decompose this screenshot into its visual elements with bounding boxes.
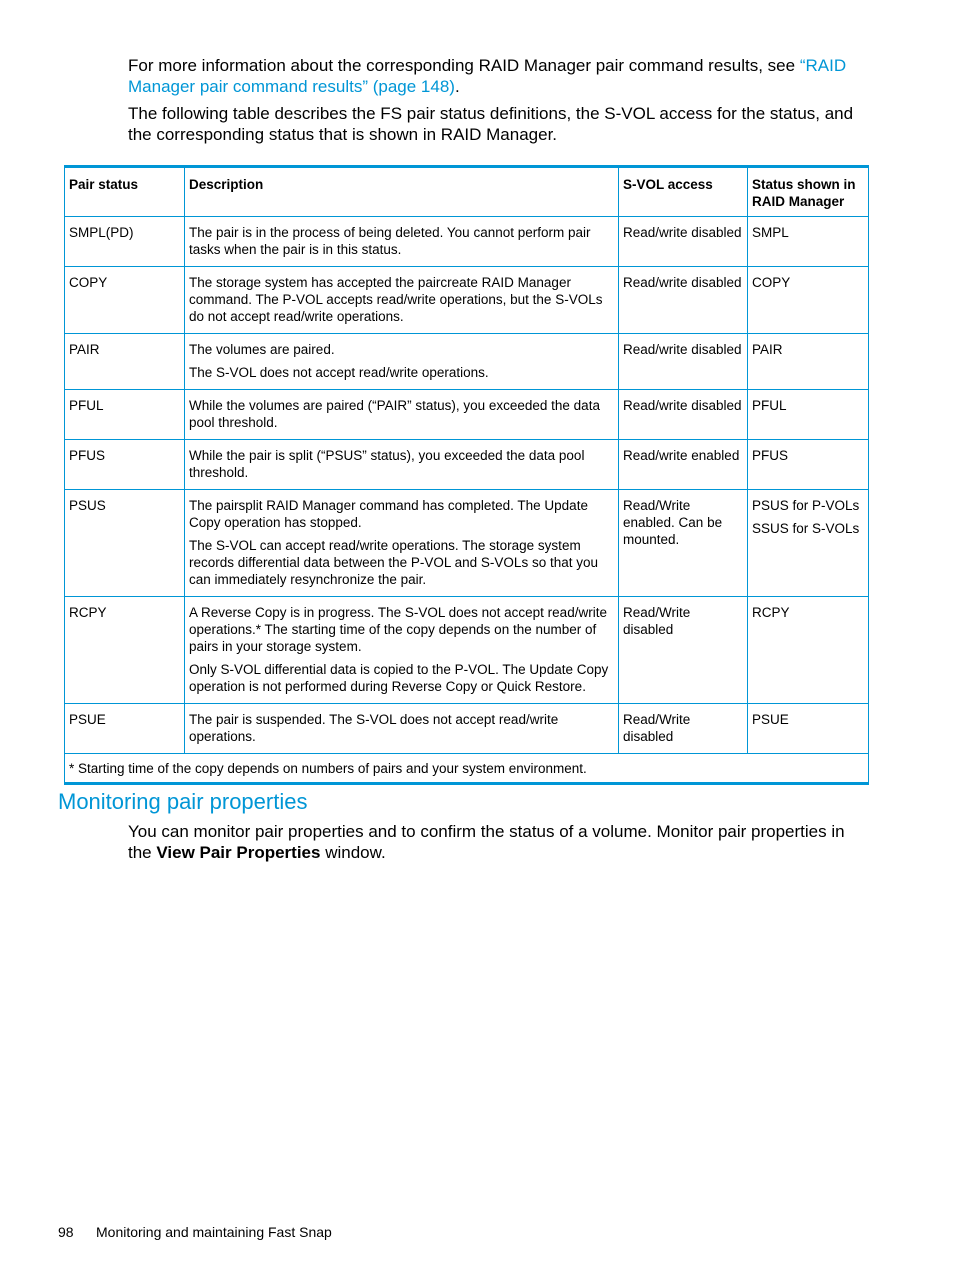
description-paragraph: The storage system has accepted the paircreate RAID Manager command. The P-VOL accepts read/write operations, but the S-VOLs do not accept read/write operations.: [189, 275, 603, 324]
table-row: [65, 390, 869, 440]
page-footer: [58, 1223, 332, 1241]
raid-status-line: SMPL: [752, 225, 789, 240]
header-raid-status: Status shown in RAID Manager: [748, 167, 869, 217]
cell-svol-access: Read/write disabled: [619, 267, 748, 334]
description-paragraph: The pair is in the process of being deleted. You cannot perform pair tasks when the pair is in this status.: [189, 225, 591, 257]
raid-status-line: COPY: [752, 275, 791, 290]
cell-description: [185, 597, 619, 704]
cell-description: [185, 440, 619, 490]
header-svol-access: S-VOL access: [619, 167, 748, 217]
section-body-end: window.: [320, 843, 386, 862]
table-row: [65, 267, 869, 334]
table-row: [65, 440, 869, 490]
raid-manager-results-link[interactable]: “RAID Manager pair command results” (page 148): [128, 56, 847, 96]
table-footnote-row: [65, 754, 869, 784]
cell-description: [185, 267, 619, 334]
description-paragraph: Only S-VOL differential data is copied to the P-VOL. The Update Copy operation is not performed during Reverse Copy or Quick Restore.: [189, 662, 609, 694]
raid-status-line: PAIR: [752, 342, 783, 357]
intro-paragraph: [128, 55, 868, 97]
description-paragraph: While the pair is split (“PSUS” status), you exceeded the data pool threshold.: [189, 448, 585, 480]
cell-svol-access: Read/Write disabled: [619, 704, 748, 754]
cell-pair-status: PSUS: [65, 490, 185, 597]
raid-status-line: PSUS for P-VOLs: [752, 498, 860, 513]
description-paragraph: A Reverse Copy is in progress. The S-VOL does not accept read/write operations.* The starting time of the copy depends on the number of pairs in your storage system.: [189, 605, 607, 654]
cell-pair-status: SMPL(PD): [65, 217, 185, 267]
cell-svol-access: Read/write enabled: [619, 440, 748, 490]
cell-description: [185, 217, 619, 267]
cell-description: [185, 704, 619, 754]
cell-svol-access: Read/write disabled: [619, 334, 748, 390]
cell-raid-status: [748, 267, 869, 334]
cell-raid-status: [748, 334, 869, 390]
raid-status-line: PFUS: [752, 448, 789, 463]
raid-status-line: PSUE: [752, 712, 789, 727]
raid-status-line: PFUL: [752, 398, 787, 413]
view-pair-properties-label: View Pair Properties: [156, 843, 321, 862]
cell-pair-status: PSUE: [65, 704, 185, 754]
raid-status-line: SSUS for S-VOLs: [752, 521, 860, 536]
description-paragraph: The pair is suspended. The S-VOL does not accept read/write operations.: [189, 712, 559, 744]
cell-raid-status: [748, 217, 869, 267]
cell-raid-status: [748, 390, 869, 440]
cell-pair-status: PFUL: [65, 390, 185, 440]
cell-pair-status: PAIR: [65, 334, 185, 390]
cell-svol-access: Read/Write enabled. Can be mounted.: [619, 490, 748, 597]
cell-svol-access: Read/write disabled: [619, 390, 748, 440]
cell-pair-status: COPY: [65, 267, 185, 334]
intro-end: .: [454, 77, 460, 96]
description-paragraph: The S-VOL can accept read/write operations. The storage system records differential data between the P-VOL and S-VOLs so that you can immediately resynchronize the pair.: [189, 538, 598, 587]
cell-description: [185, 490, 619, 597]
footer-chapter: Monitoring and maintaining Fast Snap: [96, 1224, 332, 1240]
cell-raid-status: [748, 704, 869, 754]
cell-raid-status: [748, 490, 869, 597]
cell-svol-access: Read/write disabled: [619, 217, 748, 267]
cell-raid-status: [748, 440, 869, 490]
cell-pair-status: RCPY: [65, 597, 185, 704]
description-paragraph: The volumes are paired.: [189, 342, 335, 357]
table-header-row: [65, 167, 869, 217]
header-description: Description: [185, 167, 619, 217]
table-footnote: * Starting time of the copy depends on numbers of pairs and your system environment.: [65, 754, 869, 784]
table-row: [65, 490, 869, 597]
page-number: 98: [58, 1224, 74, 1240]
description-paragraph: The S-VOL does not accept read/write operations.: [189, 365, 489, 380]
table-row: [65, 217, 869, 267]
header-pair-status: Pair status: [65, 167, 185, 217]
intro-text: For more information about the corresponding RAID Manager pair command results, see: [128, 56, 800, 75]
table-row: [65, 597, 869, 704]
raid-status-line: RCPY: [752, 605, 790, 620]
section-body: [128, 821, 868, 863]
section-heading: Monitoring pair properties: [58, 789, 308, 814]
section-body-start: You can monitor pair properties and to confirm the status of a volume. Monitor pair properties in the: [128, 822, 845, 862]
cell-raid-status: [748, 597, 869, 704]
description-paragraph: While the volumes are paired (“PAIR” status), you exceeded the data pool threshold.: [189, 398, 600, 430]
cell-description: [185, 390, 619, 440]
table-intro-paragraph: The following table describes the FS pair status definitions, the S-VOL access for the status, and the corresponding status that is shown in RAID Manager.: [128, 104, 854, 144]
table-row: [65, 704, 869, 754]
cell-pair-status: PFUS: [65, 440, 185, 490]
cell-description: [185, 334, 619, 390]
description-paragraph: The pairsplit RAID Manager command has completed. The Update Copy operation has stopped.: [189, 498, 588, 530]
pair-status-table: [64, 165, 869, 785]
table-row: [65, 334, 869, 390]
cell-svol-access: Read/Write disabled: [619, 597, 748, 704]
